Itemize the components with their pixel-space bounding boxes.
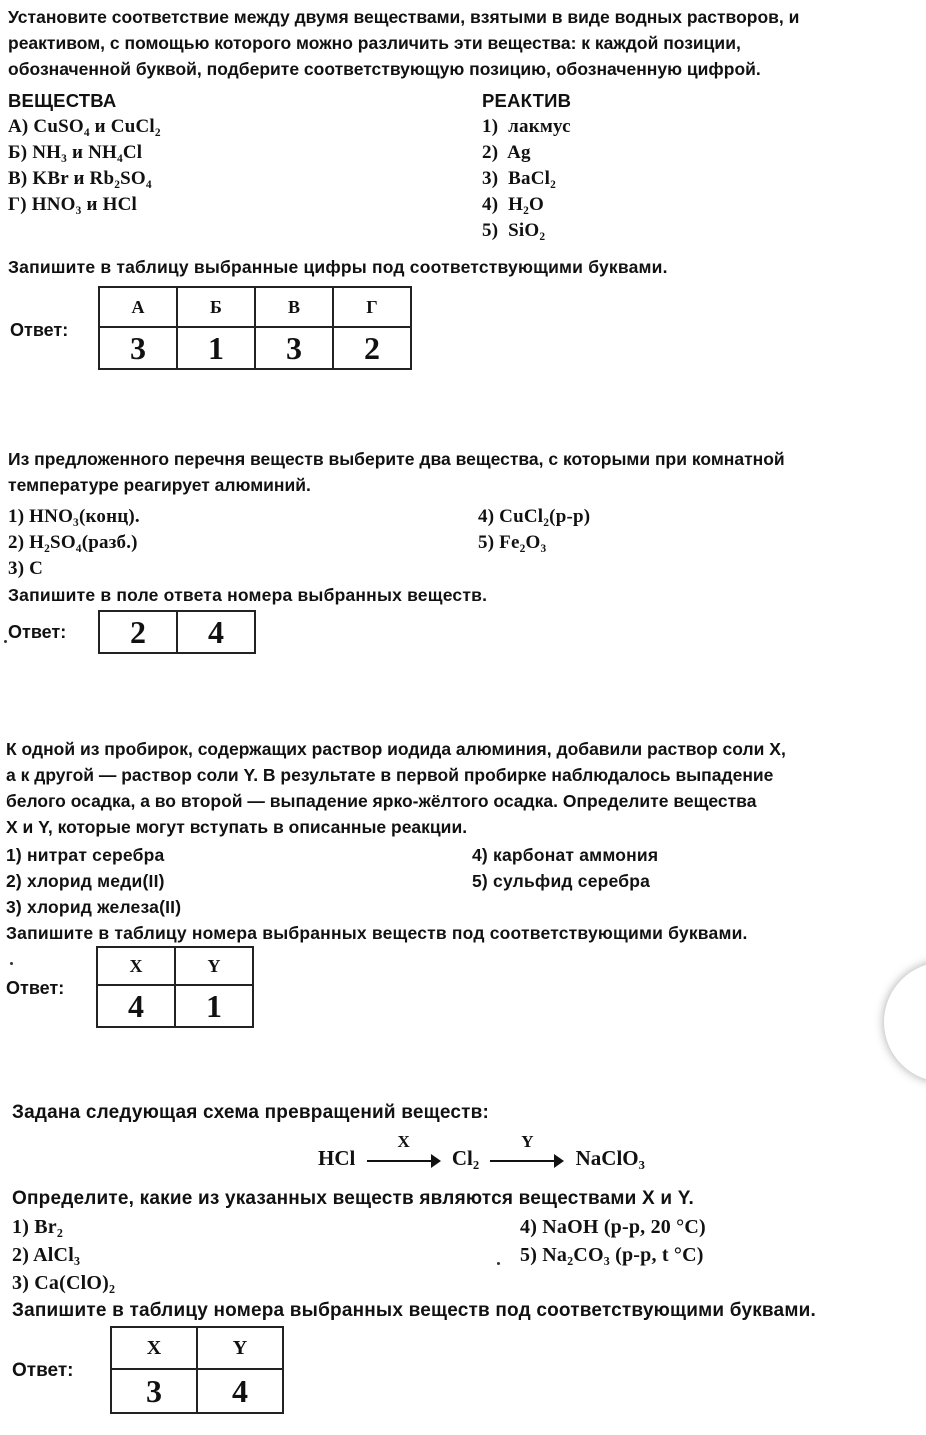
q2-option-3: 3) C — [8, 558, 44, 579]
q4-option-1: 1) Br₂ — [12, 1216, 64, 1238]
q4-question: Определите, какие из указанных веществ являются веществами X и Y. — [12, 1188, 694, 1209]
q4-scheme — [318, 1132, 645, 1171]
q2-instruction: Запишите в поле ответа номера выбранных веществ. — [8, 585, 488, 605]
q3-option-5: 5) сульфид серебра — [472, 871, 651, 891]
q4-instruction: Запишите в таблицу номера выбранных веществ под соответствующими буквами. — [12, 1300, 816, 1321]
q3-option-2: 2) хлорид меди(II) — [6, 871, 165, 891]
q4-answer-header: X — [111, 1327, 197, 1369]
q1-reagent-3: 3) BaCl₂ — [482, 168, 557, 189]
q4-option-4: 4) NaOH (р-р, 20 °C) — [520, 1216, 706, 1238]
q2-answer-label: Ответ: — [8, 622, 67, 642]
q4-arrow-y-label: Y — [521, 1132, 534, 1152]
q3-answer-table — [96, 946, 254, 1028]
q4-answer-header: Y — [197, 1327, 283, 1369]
q1-reagent-2: 2) Ag — [482, 142, 531, 163]
q4-arrow-y — [490, 1132, 564, 1170]
q3-instruction: Запишите в таблицу номера выбранных веществ под соответствующими буквами. — [6, 923, 748, 943]
scan-speck — [10, 962, 13, 965]
q2-option-1: 1) HNO₃(конц). — [8, 506, 140, 527]
q2-line: температуре реагирует алюминий. — [8, 475, 311, 495]
q1-reagent-4: 4) H₂O — [482, 194, 544, 215]
q3-line: К одной из пробирок, содержащих раствор иодида алюминия, добавили раствор соли X, — [6, 739, 786, 759]
q1-substance-g: Г) HNO₃ и HCl — [8, 194, 137, 215]
q3-text — [6, 736, 886, 840]
q3-option-4: 4) карбонат аммония — [472, 845, 659, 865]
q4-scheme-end: NaClO₃ — [575, 1146, 645, 1170]
q3-answer-label: Ответ: — [6, 978, 65, 998]
q3-option-3: 3) хлорид железа(II) — [6, 897, 182, 917]
q2-line: Из предложенного перечня веществ выберите два вещества, с которыми при комнатной — [8, 449, 785, 469]
q3-line: X и Y, которые могут вступать в описанные реакции. — [6, 817, 468, 837]
q1-substance-b: Б) NH₃ и NH₄Cl — [8, 142, 143, 163]
scan-speck — [4, 640, 7, 643]
q1-substance-a: А) CuSO₄ и CuCl₂ — [8, 116, 161, 137]
q1-answer-cell[interactable]: 1 — [177, 327, 255, 369]
q1-answer-header: Б — [177, 287, 255, 327]
q4-arrow-x-label: X — [397, 1132, 410, 1152]
q2-answer-table — [98, 610, 256, 654]
q1-answer-header: В — [255, 287, 333, 327]
q1-answer-header: А — [99, 287, 177, 327]
arrow-right-icon — [554, 1154, 564, 1168]
q4-answer-label: Ответ: — [12, 1360, 74, 1381]
q1-left-header: ВЕЩЕСТВА — [8, 90, 117, 111]
q4-answer-table — [110, 1326, 284, 1414]
q1-reagent-5: 5) SiO₂ — [482, 220, 546, 241]
q1-line: обозначенной буквой, подберите соответствующую позицию, обозначенную цифрой. — [8, 59, 761, 79]
q4-option-3: 3) Ca(ClO)₂ — [12, 1272, 116, 1294]
q3-answer-cell[interactable]: 1 — [175, 985, 253, 1027]
q1-substance-v: В) KBr и Rb₂SO₄ — [8, 168, 152, 189]
q1-right-header: РЕАКТИВ — [482, 90, 572, 111]
q2-answer-cell[interactable]: 2 — [99, 611, 177, 653]
scan-speck — [497, 1262, 500, 1265]
q1-line: реактивом, с помощью которого можно различить эти вещества: к каждой позиции, — [8, 33, 741, 53]
arrow-right-icon — [431, 1154, 441, 1168]
q2-option-2: 2) H₂SO₄(разб.) — [8, 532, 138, 553]
q4-intro: Задана следующая схема превращений веществ: — [12, 1102, 490, 1123]
q4-scheme-mid: Cl₂ — [451, 1146, 480, 1170]
q1-reagent-1: 1) лакмус — [482, 116, 571, 137]
q1-text — [8, 4, 900, 82]
q4-arrow-x — [367, 1132, 441, 1170]
q1-answer-cell[interactable]: 2 — [333, 327, 411, 369]
q1-answer-cell[interactable]: 3 — [99, 327, 177, 369]
q3-answer-cell[interactable]: 4 — [97, 985, 175, 1027]
q1-answer-label: Ответ: — [10, 320, 69, 340]
q4-option-5: 5) Na₂CO₃ (р-р, t °C) — [520, 1244, 704, 1266]
q2-option-5: 5) Fe₂O₃ — [478, 532, 547, 553]
q3-line: белого осадка, а во второй — выпадение ярко-жёлтого осадка. Определите вещества — [6, 791, 757, 811]
q4-option-2: 2) AlCl₃ — [12, 1244, 81, 1266]
q2-answer-cell[interactable]: 4 — [177, 611, 255, 653]
q1-answer-header: Г — [333, 287, 411, 327]
q3-line: а к другой — раствор соли Y. В результате в первой пробирке наблюдалось выпадение — [6, 765, 774, 785]
q2-option-4: 4) CuCl₂(р-р) — [478, 506, 591, 527]
q4-answer-cell[interactable]: 4 — [197, 1369, 283, 1413]
q3-answer-header: Y — [175, 947, 253, 985]
q3-answer-header: X — [97, 947, 175, 985]
floating-scroll-button[interactable] — [884, 962, 926, 1082]
q1-line: Установите соответствие между двумя веществами, взятыми в виде водных растворов, и — [8, 7, 800, 27]
q4-answer-cell[interactable]: 3 — [111, 1369, 197, 1413]
q4-scheme-start: HCl — [318, 1146, 356, 1170]
q1-answer-cell[interactable]: 3 — [255, 327, 333, 369]
q1-answer-table — [98, 286, 412, 370]
q2-text — [8, 446, 898, 498]
q3-option-1: 1) нитрат серебра — [6, 845, 165, 865]
q1-instruction: Запишите в таблицу выбранные цифры под соответствующими буквами. — [8, 257, 668, 277]
